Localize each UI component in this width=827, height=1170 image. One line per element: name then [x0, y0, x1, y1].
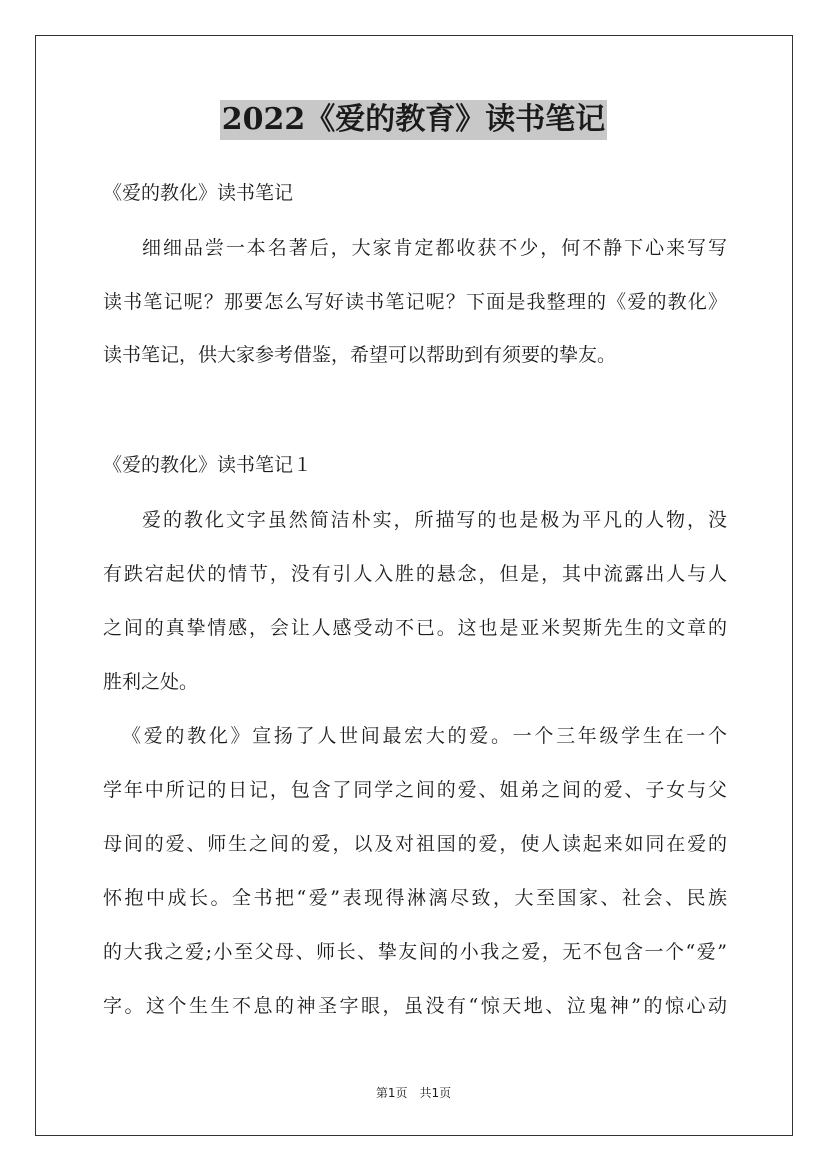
- intro-line-2: 读书笔记呢？那要怎么写好读书笔记呢？下面是我整理的《爱的教化》: [103, 291, 727, 313]
- intro-line-3: 读书笔记，供大家参考借鉴，希望可以帮助到有须要的挚友。: [103, 344, 617, 366]
- note-1-heading: 《爱的教化》读书笔记１: [103, 454, 313, 476]
- page-number-footer: 第1页 共1页: [375, 1086, 452, 1100]
- para-2-line-6: 字。这个生生不息的神圣字眼，虽没有“惊天地、泣鬼神”的惊心动: [103, 995, 727, 1017]
- title-container: [0, 100, 827, 140]
- section-heading: 《爱的教化》读书笔记: [103, 182, 294, 204]
- para-1-line-4: 胜利之处。: [103, 671, 199, 693]
- para-2-line-4: 怀抱中成长。全书把“爱”表现得淋漓尽致，大至国家、社会、民族: [103, 887, 727, 909]
- para-2-line-5: 的大我之爱;小至父母、师长、挚友间的小我之爱，无不包含一个“爱”: [103, 941, 727, 963]
- para-2-line-3: 母间的爱、师生之间的爱，以及对祖国的爱，使人读起来如同在爱的: [103, 833, 727, 855]
- para-1-line-3: 之间的真挚情感，会让人感受动不已。这也是亚米契斯先生的文章的: [103, 617, 727, 639]
- document-title: 2022《爱的教育》读书笔记: [220, 100, 608, 140]
- para-1-line-2: 有跌宕起伏的情节，没有引人入胜的悬念，但是，其中流露出人与人: [103, 563, 727, 585]
- intro-line-1: 细细品尝一本名著后，大家肯定都收获不少，何不静下心来写写: [142, 237, 727, 259]
- para-2-line-2: 学年中所记的日记，包含了同学之间的爱、姐弟之间的爱、子女与父: [103, 779, 727, 801]
- para-2-line-1: 《爱的教化》宣扬了人世间最宏大的爱。一个三年级学生在一个: [122, 725, 727, 747]
- para-1-line-1: 爱的教化文字虽然简洁朴实，所描写的也是极为平凡的人物，没: [142, 509, 727, 531]
